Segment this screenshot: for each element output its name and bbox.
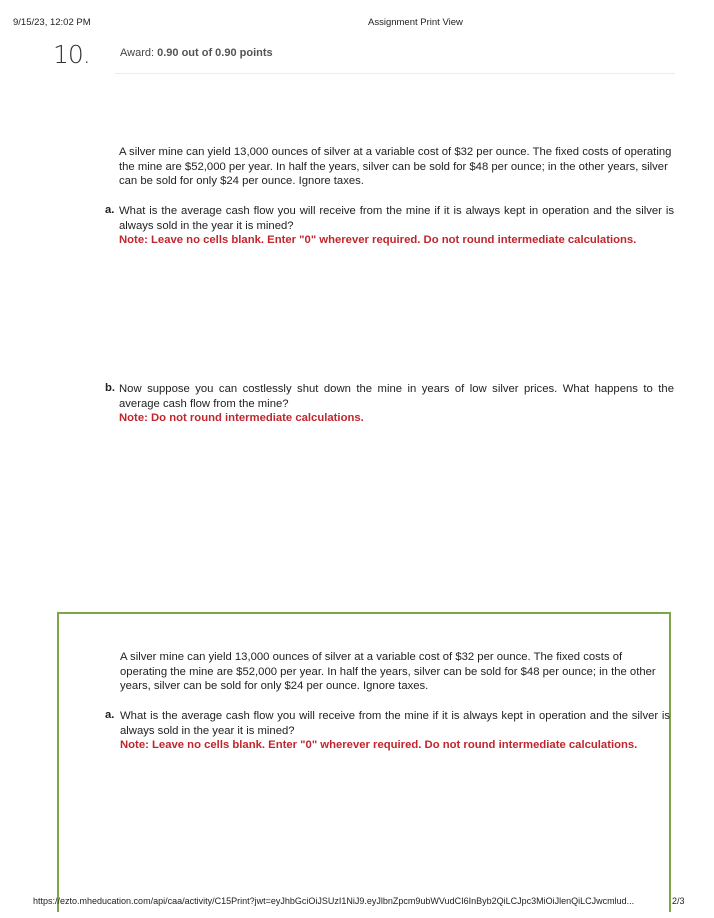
award-value: 0.90 out of 0.90 points (157, 47, 273, 59)
footer-url[interactable]: https://ezto.mheducation.com/api/caa/activity/C15Print?jwt=eyJhbGciOiJSUzI1NiJ9.eyJlbnZpcm9ubWVudCI6InByb2QiLCJpc3MiOiJlenQiLCJwcmlud... (33, 896, 635, 906)
part-b-note: Note: Do not round intermediate calculations. (119, 412, 364, 425)
page-number: 2/3 (672, 896, 685, 906)
print-title: Assignment Print View (368, 17, 463, 28)
part-a-note-repeat: Note: Leave no cells blank. Enter "0" wherever required. Do not round intermediate calculations. (120, 739, 638, 752)
print-datetime: 9/15/23, 12:02 PM (13, 17, 91, 28)
part-a-label: a. (105, 204, 115, 216)
part-a (119, 204, 674, 248)
question-number: 10. (53, 40, 90, 69)
part-a-repeat (120, 709, 670, 753)
problem-text: A silver mine can yield 13,000 ounces of silver at a variable cost of $32 per ounce. The fixed costs of operating the mine are $52,000 per year. In half the years, silver can be sold for $48 per ounce; in the other years, silver can be sold for only $24 per ounce. Ignore taxes. (119, 146, 672, 188)
part-b (119, 382, 674, 426)
part-a-label-repeat: a. (105, 709, 115, 721)
award (120, 47, 273, 59)
part-a-question-repeat: What is the average cash flow you will receive from the mine if it is always kept in operation and the silver is always sold in the year it is mined? (120, 710, 670, 737)
part-a-question: What is the average cash flow you will receive from the mine if it is always kept in operation and the silver is always sold in the year it is mined? (119, 205, 674, 232)
part-b-question: Now suppose you can costlessly shut down the mine in years of low silver prices. What happens to the average cash flow from the mine? (119, 383, 674, 410)
award-label: Award: (120, 47, 155, 59)
problem-text-repeat: A silver mine can yield 13,000 ounces of silver at a variable cost of $32 per ounce. The fixed costs of operating the mine are $52,000 per year. In half the years, silver can be sold for $48 per ounce; in the other years, silver can be sold for only $24 per ounce. Ignore taxes. (120, 651, 656, 693)
part-b-label: b. (105, 382, 116, 394)
part-a-note: Note: Leave no cells blank. Enter "0" wherever required. Do not round intermediate calculations. (119, 234, 637, 247)
header-divider (115, 73, 675, 74)
